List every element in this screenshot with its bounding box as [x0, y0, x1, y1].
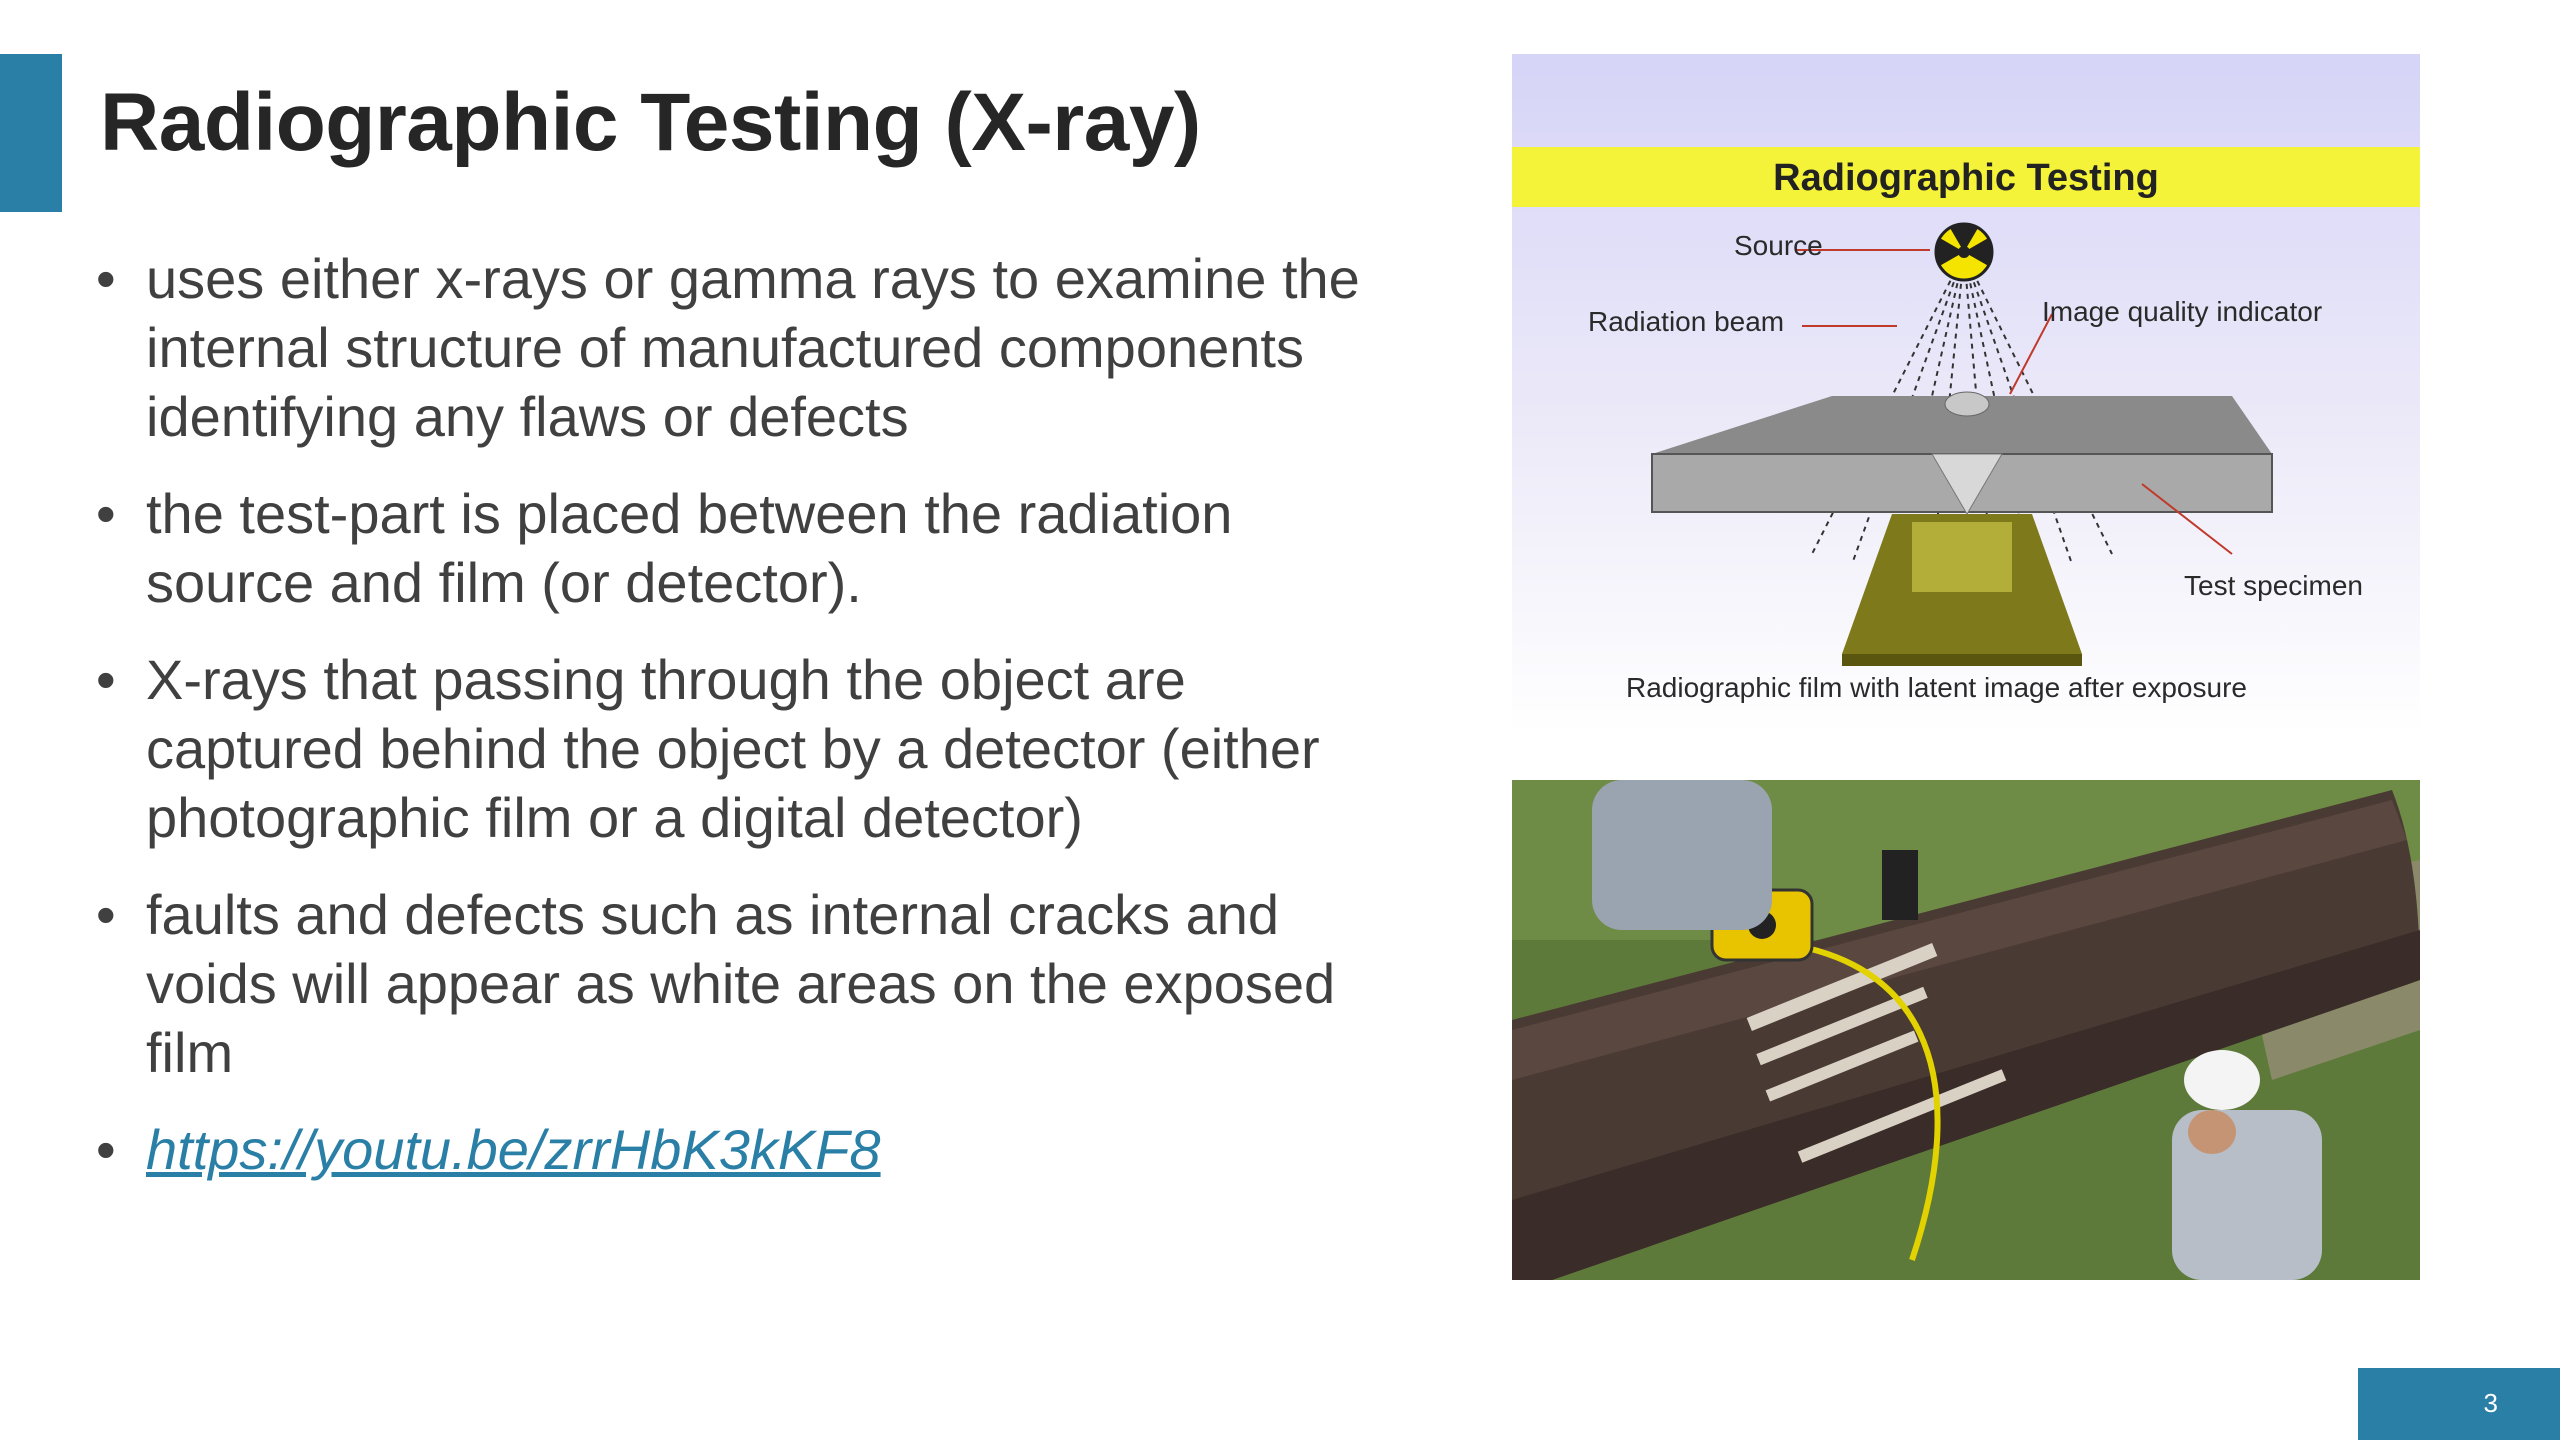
bullet-item	[90, 880, 1410, 1087]
bullet-item	[90, 244, 1410, 451]
bullet-text: X-rays that passing through the object are captured behind the object by a detector (either photographic film or a digital detector)	[146, 648, 1320, 849]
bullet-item-link	[90, 1115, 1410, 1184]
bullet-dot-icon: •	[96, 648, 116, 711]
title-accent-bar	[0, 54, 62, 212]
radiographic-testing-diagram	[1512, 54, 2420, 734]
bullet-list	[90, 244, 1410, 1212]
bullet-text: uses either x-rays or gamma rays to examine the internal structure of manufactured components identifying any flaws or defects	[146, 247, 1360, 448]
page-number-box	[2358, 1368, 2560, 1440]
slide-title: Radiographic Testing (X-ray)	[100, 77, 1201, 168]
bullet-item	[90, 479, 1410, 617]
diagram-title: Radiographic Testing	[1773, 157, 2159, 199]
film-label: Radiographic film with latent image after exposure	[1626, 672, 2247, 703]
youtube-link[interactable]: https://youtu.be/zrrHbK3kKF8	[146, 1118, 881, 1181]
source-label: Source	[1734, 230, 1823, 261]
bullet-item	[90, 645, 1410, 852]
diagram-illustration	[1512, 54, 2420, 734]
page-number: 3	[2483, 1388, 2498, 1418]
test-specimen-label: Test specimen	[2184, 570, 2363, 601]
bullet-dot-icon: •	[96, 482, 116, 545]
bullet-dot-icon: •	[96, 247, 116, 310]
bullet-text: faults and defects such as internal cracks and voids will appear as white areas on the exposed film	[146, 883, 1336, 1084]
bullet-dot-icon: •	[96, 1118, 116, 1181]
radiation-trefoil-icon	[1928, 224, 2000, 280]
bullet-text: the test-part is placed between the radiation source and film (or detector).	[146, 482, 1233, 614]
film-holder	[1842, 514, 2082, 666]
test-specimen-plate	[1652, 392, 2272, 514]
image-quality-indicator-label: Image quality indicator	[2042, 296, 2323, 327]
pipeline-inspection-photo	[1512, 780, 2420, 1280]
radiation-beam-label: Radiation beam	[1588, 306, 1785, 337]
bullet-dot-icon: •	[96, 883, 116, 946]
